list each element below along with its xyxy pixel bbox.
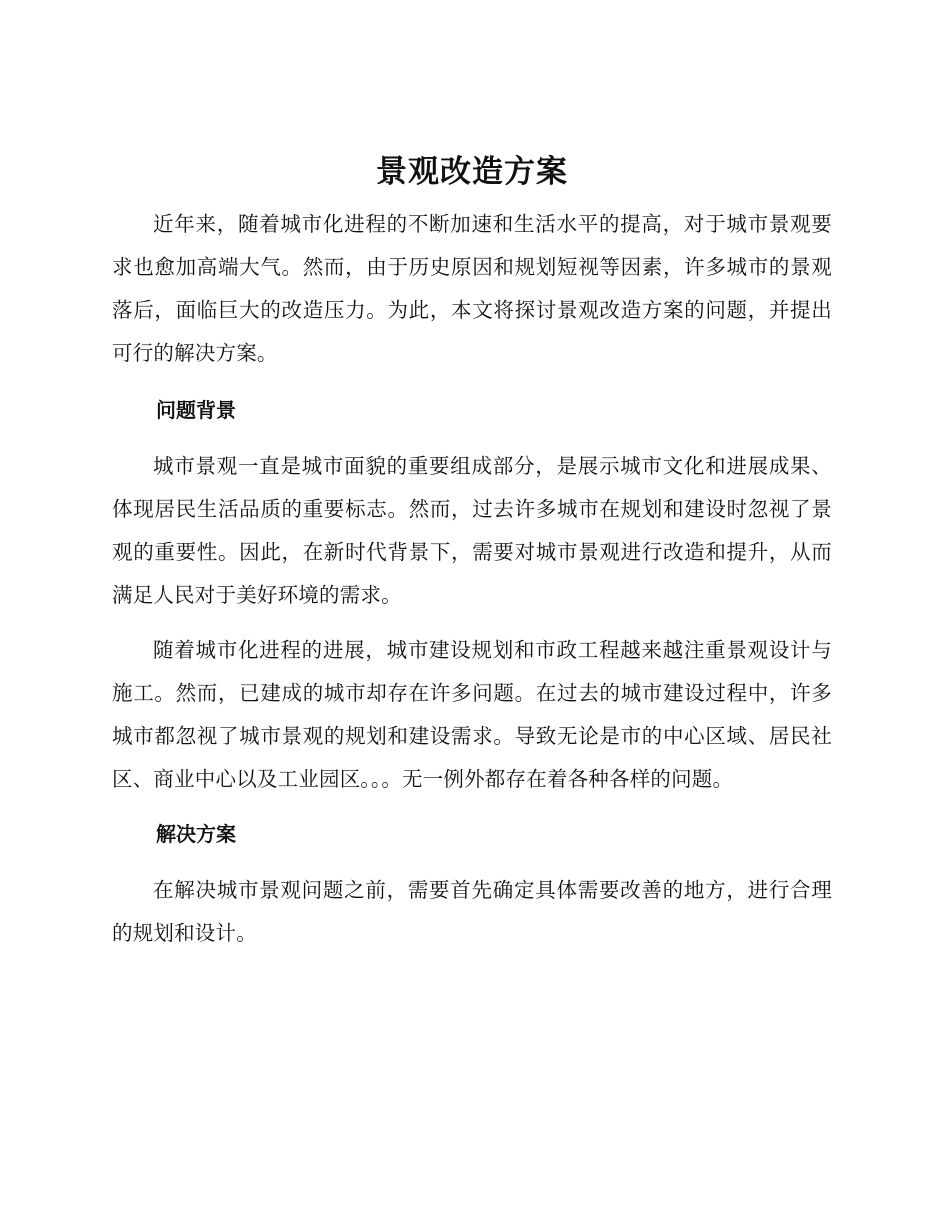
document-title: 景观改造方案: [376, 154, 568, 190]
background-paragraph-2: 随着城市化进程的进展，城市建设规划和市政工程越来越注重景观设计与施工。然而，已建成的城市却存在许多问题。在过去的城市建设过程中，许多城市都忽视了城市景观的规划和建设需求。导致无论是市的中心区域、居民社区、商业中心以及工业园区。。。无一例外都存在着各种各样的问题。: [112, 638, 832, 791]
intro-paragraph: 近年来，随着城市化进程的不断加速和生活水平的提高，对于城市景观要求也愈加高端大气。然而，由于历史原因和规划短视等因素，许多城市的景观落后，面临巨大的改造压力。为此，本文将探讨景观改造方案的问题，并提出可行的解决方案。: [112, 212, 832, 365]
section-heading-solution: 解决方案: [156, 822, 236, 846]
document-page: [112, 150, 832, 955]
background-paragraph-1: 城市景观一直是城市面貌的重要组成部分，是展示城市文化和进展成果、体现居民生活品质的重要标志。然而，过去许多城市在规划和建设时忽视了景观的重要性。因此，在新时代背景下，需要对城市景观进行改造和提升，从而满足人民对于美好环境的需求。: [112, 454, 832, 607]
solution-paragraph-1: 在解决城市景观问题之前，需要首先确定具体需要改善的地方，进行合理的规划和设计。: [112, 878, 832, 945]
section-heading-background: 问题背景: [156, 398, 236, 422]
